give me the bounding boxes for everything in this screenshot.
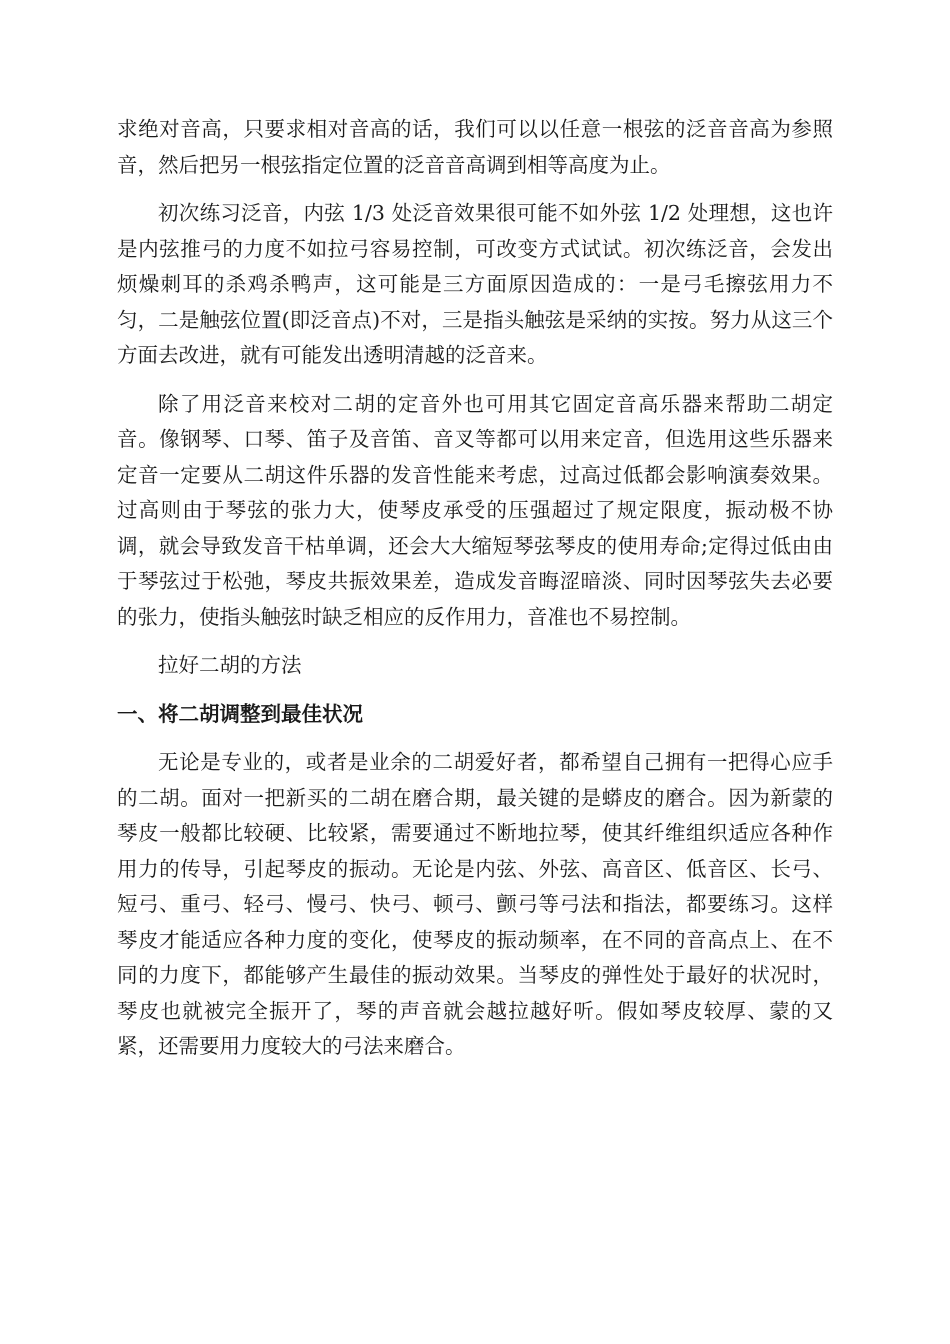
paragraph-break-in: 无论是专业的，或者是业余的二胡爱好者，都希望自己拥有一把得心应手的二胡。面对一把新买的二胡在磨合期，最关键的是蟒皮的磨合。因为新蒙的琴皮一般都比较硬、比较紧，需要通过不断地拉琴，使其纤维组织适应各种作用力的传导，引起琴皮的振动。无论是内弦、外弦、高音区、低音区、长弓、短弓、重弓、轻弓、慢弓、快弓、顿弓、颤弓等弓法和指法，都要练习。这样琴皮才能适应各种力度的变化，使琴皮的振动频率，在不同的音高点上、在不同的力度下，都能够产生最佳的振动效果。当琴皮的弹性处于最好的状况时，琴皮也就被完全振开了，琴的声音就会越拉越好听。假如琴皮较厚、蒙的又紧，还需要用力度较大的弓法来磨合。 xyxy=(117,750,833,1058)
paragraph-methods-title: 拉好二胡的方法 xyxy=(158,653,302,677)
paragraph-fixed-pitch-instruments: 除了用泛音来校对二胡的定音外也可用其它固定音高乐器来帮助二胡定音。像钢琴、口琴、笛子及音笛、音叉等都可以用来定音，但选用这些乐器来定音一定要从二胡这件乐器的发音性能来考虑，过高过低都会影响演奏效果。过高则由于琴弦的张力大，使琴皮承受的压强超过了规定限度，振动极不协调，就会导致发音干枯单调，还会大大缩短琴弦琴皮的使用寿命;定得过低由由于琴弦过于松弛，琴皮共振效果差，造成发音晦涩暗淡、同时因琴弦失去必要的张力，使指头触弦时缺乏相应的反作用力，音准也不易控制。 xyxy=(117,391,833,629)
section-heading-1: 一、将二胡调整到最佳状况 xyxy=(117,701,363,726)
document-page xyxy=(117,112,833,1078)
paragraph-relative-pitch: 求绝对音高，只要求相对音高的话，我们可以以任意一根弦的泛音音高为参照音，然后把另一根弦指定位置的泛音音高调到相等高度为止。 xyxy=(117,117,833,177)
paragraph-harmonic-practice: 初次练习泛音，内弦 1/3 处泛音效果很可能不如外弦 1/2 处理想，这也许是内弦推弓的力度不如拉弓容易控制，可改变方式试试。初次练泛音，会发出烦燥刺耳的杀鸡杀鸭声，这可能是三方面原因造成的：一是弓毛擦弦用力不匀，二是触弦位置(即泛音点)不对，三是指头触弦是采纳的实按。努力从这三个方面去改进，就有可能发出透明清越的泛音来。 xyxy=(117,201,833,367)
